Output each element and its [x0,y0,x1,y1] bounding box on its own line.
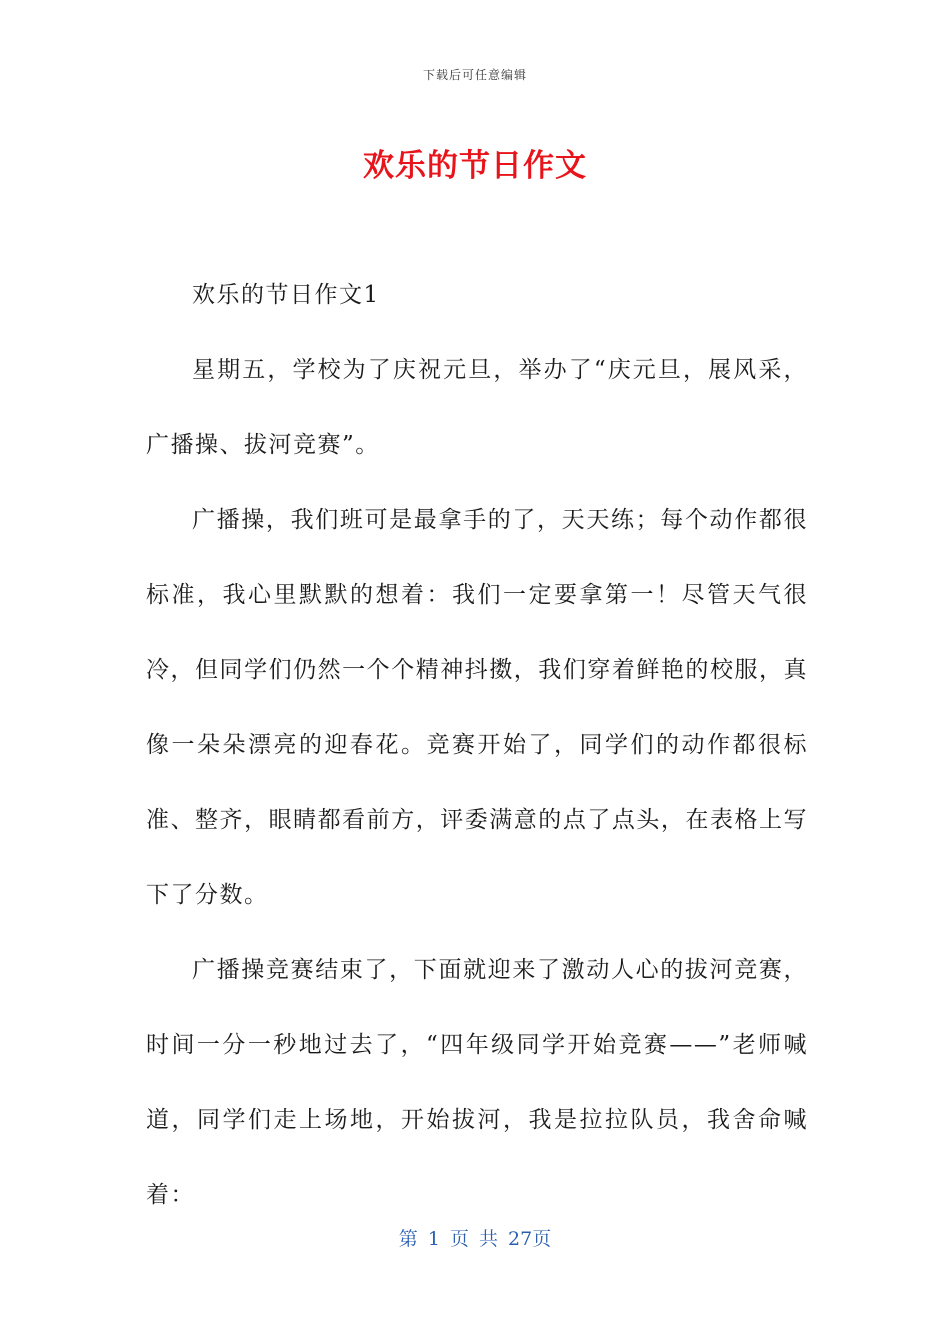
document-title: 欢乐的节日作文 [363,148,587,184]
header-note: 下载后可任意编辑 [422,68,527,82]
paragraph: 广播操，我们班可是最拿手的了，天天练；每个动作都很标准，我心里默默的想着：我们一定要拿第一！尽管天气很冷，但同学们仍然一个个精神抖擞，我们穿着鲜艳的校服，真像一朵朵漂亮的迎春花。竞赛开始了，同学们的动作都很标准、整齐，眼睛都看前方，评委满意的点了点头，在表格上写下了分数。 [146,507,808,908]
document-body [146,258,808,1233]
paragraph: 广播操竞赛结束了，下面就迎来了激动人心的拔河竞赛，时间一分一秒地过去了，“四年级同学开始竞赛——”老师喊道，同学们走上场地，开始拔河，我是拉拉队员，我舍命喊着： [146,957,808,1208]
page-number: 第 1 页 共 27页 [398,1228,552,1250]
paragraph: 星期五，学校为了庆祝元旦，举办了“庆元旦，展风采，广播操、拔河竞赛”。 [146,357,808,458]
paragraph-heading: 欢乐的节日作文1 [192,282,380,308]
